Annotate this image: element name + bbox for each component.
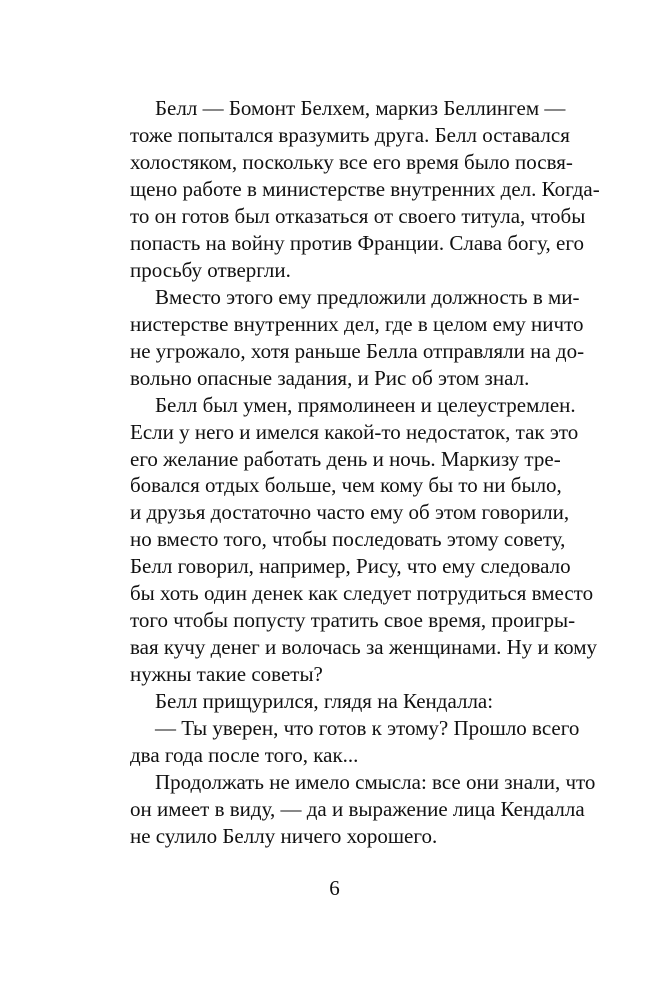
text-line: Белл говорил, например, Рису, что ему следовало [130, 554, 571, 579]
text-line: бовался отдых больше, чем кому бы то ни было, [130, 473, 562, 498]
text-line: не сулило Беллу ничего хорошего. [130, 824, 438, 848]
text-line: то он готов был отказаться от своего титула, чтобы [130, 203, 586, 228]
text-line: тоже попытался вразумить друга. Белл оставался [130, 122, 570, 147]
text-line: и друзья достаточно часто ему об этом говорили, [130, 500, 570, 525]
text-line: вая кучу денег и волочась за женщинами. Ну и кому [130, 635, 598, 660]
text-line: того чтобы попусту тратить свое время, проигры- [130, 608, 576, 633]
text-line: — Ты уверен, что готов к этому? Прошло всего [155, 716, 580, 741]
text-line: нужны такие советы? [130, 662, 323, 687]
text-line: Белл прищурился, глядя на Кендалла: [155, 689, 494, 714]
text-line: бы хоть один денек как следует потрудиться вместо [130, 581, 594, 606]
text-line: Вместо этого ему предложили должность в ми- [155, 284, 580, 309]
text-line: щено работе в министерстве внутренних дел. Когда- [130, 176, 600, 201]
text-line: Белл был умен, прямолинеен и целеустремлен. [155, 392, 576, 417]
text-line: холостяком, поскольку все его время было посвя- [130, 149, 573, 174]
text-line: попасть на войну против Франции. Слава богу, его [130, 230, 584, 255]
text-line: не угрожало, хотя раньше Белла отправляли на до- [130, 338, 585, 363]
text-line: его желание работать день и ночь. Маркизу тре- [130, 446, 561, 471]
text-line: Если у него и имелся какой-то недостаток, так это [130, 419, 579, 444]
text-line: вольно опасные задания, и Рис об этом знал. [130, 365, 530, 390]
text-line: просьбу отвергли. [130, 257, 291, 282]
text-line: Продолжать не имело смысла: все они знали, что [155, 770, 596, 795]
text-line: он имеет в виду, — да и выражение лица Кендалла [130, 797, 585, 822]
page-number: 6 [329, 876, 340, 900]
text-line: но вместо того, чтобы последовать этому совету, [130, 527, 566, 552]
text-line: нистерстве внутренних дел, где в целом ему ничто [130, 311, 584, 336]
text-line: два года после того, как... [130, 743, 359, 768]
text-line: Белл — Бомонт Белхем, маркиз Беллингем — [155, 96, 566, 120]
